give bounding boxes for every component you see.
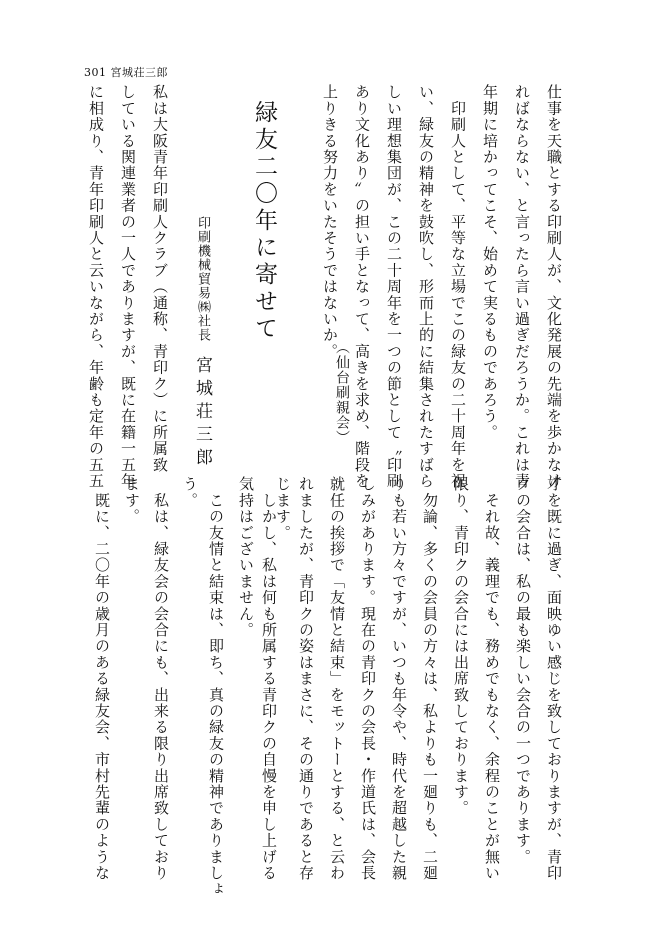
body-lower-line-1: 才を既に過ぎ、面映ゆい感じを致しておりますが、青印 [545, 476, 563, 881]
body-upper-line-2: している関連業者の一人でありますが、既に在籍一五年 [119, 84, 137, 489]
running-header: 301 宮城荘三郎 [84, 66, 168, 79]
prev-signature: （仙台刷親会） [334, 340, 350, 445]
body-lower-line-3: それ故、義理でも、務めでもなく、余程のことが無い [483, 476, 501, 881]
prev-line-3: 年期に培かってこそ、始めて実るものであろう。 [481, 84, 499, 441]
body-lower-line-10: じます。 [274, 476, 292, 541]
body-lower-line-14: う。 [181, 476, 199, 509]
author-affiliation: 印刷機械貿易㈱社長 [195, 216, 210, 342]
body-lower-line-7: しみがあります。現在の青印クの会長・作道氏は、会長 [359, 476, 377, 881]
body-lower-line-13: この友情と結束は、即ち、真の緑友の精神でありましょ [207, 476, 225, 898]
body-upper-line-3: に相成り、青年印刷人と云いながら、年齢も定年の五五 [87, 84, 105, 489]
body-lower-line-2: クの会合は、私の最も楽しい会合の一つであります。 [514, 476, 532, 865]
body-lower-line-9: れましたが、青印クの姿はまさに、その通りであると存 [297, 476, 315, 881]
body-upper-line-1: 私は大阪青年印刷人クラブ（通称、青印ク）に所属致 [151, 84, 169, 473]
article-title: 緑友二〇年に寄せて [251, 100, 277, 343]
prev-line-7: あり文化あり〟の担い手となって、高きを求め、階段を [353, 84, 371, 489]
prev-line-5: い、緑友の精神を鼓吹し、形而上的に結集されたすばら [417, 84, 435, 489]
body-lower-line-16: ます。 [123, 476, 141, 525]
prev-line-2: ればならない、と言ったら言い過ぎだろうか。これは青 [513, 84, 531, 489]
body-lower-line-11: しかし、私は何も所属する青印クの自慢を申し上げる [260, 476, 278, 881]
body-lower-line-4: 限り、青印クの会合には出席致しております。 [452, 476, 470, 817]
body-lower-line-12: 気持はございません。 [237, 476, 255, 638]
body-lower-line-5: 勿論、多くの会員の方々は、私よりも一廻りも、二廻 [421, 476, 439, 881]
byline [190, 216, 215, 471]
author-name: 宮城荘三郎 [192, 356, 212, 471]
body-lower-line-17: 既に、二〇年の歳月のある緑友会、市村先輩のような [93, 476, 111, 881]
prev-line-8: 上りきる努力をいたそうではないか。 [321, 84, 339, 360]
body-lower-line-8: 就任の挨拶で「友情と結束」をモットーとする、と云わ [328, 476, 346, 881]
body-lower-line-15: 私は、緑友会の会合にも、出来る限り出席致しており [152, 476, 170, 881]
prev-line-4: 印刷人として、平等な立場でこの緑友の二十周年を祝 [449, 84, 467, 489]
prev-line-6: しい理想集団が、この二十周年を一つの節として〝印刷 [385, 84, 403, 489]
prev-line-1: 仕事を天職とする印刷人が、文化発展の先端を歩かなけ [545, 84, 563, 489]
body-lower-line-6: りも若い方々ですが、いつも年令や、時代を超越した親 [390, 476, 408, 881]
